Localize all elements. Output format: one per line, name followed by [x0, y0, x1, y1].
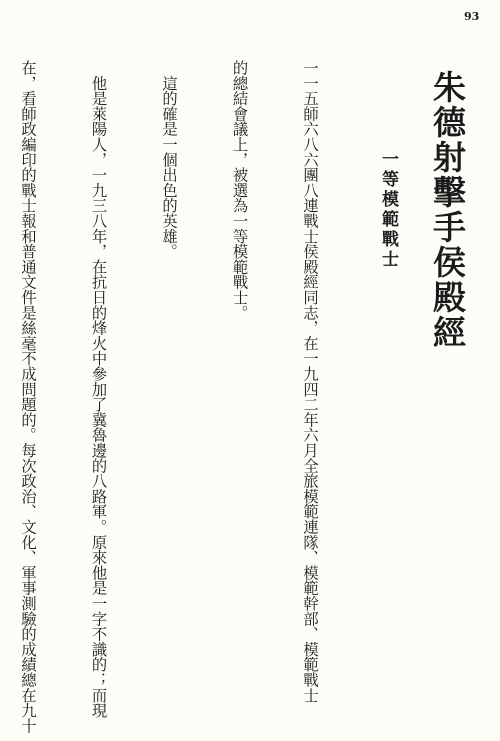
page-number: 93 — [464, 10, 480, 23]
article-subtitle: 一等模範戰士 — [378, 150, 398, 270]
article-body — [19, 60, 368, 734]
body-line: 他是萊陽人，一九三八年，在抗日的烽火中參加了冀魯邊的八路軍。原來他是一字不識的；而現 — [89, 60, 108, 718]
body-line: 的總結會議上，被選為一等模範戰士。 — [230, 60, 249, 321]
body-line: 一一五師六八六團八連戰士侯殿經同志，在一九四二年六月全旅模範連隊、模範幹部、模範戰士 — [301, 60, 319, 703]
body-line: 這的確是一個出色的英雄。 — [160, 60, 178, 259]
body-line: 在，看師政編印的戰士報和普通文件是絲毫不成問題的。每次政治、文化、軍事測驗的成績總在九十 — [19, 60, 37, 734]
article-title: 朱德射擊手侯殿經 — [428, 70, 467, 350]
